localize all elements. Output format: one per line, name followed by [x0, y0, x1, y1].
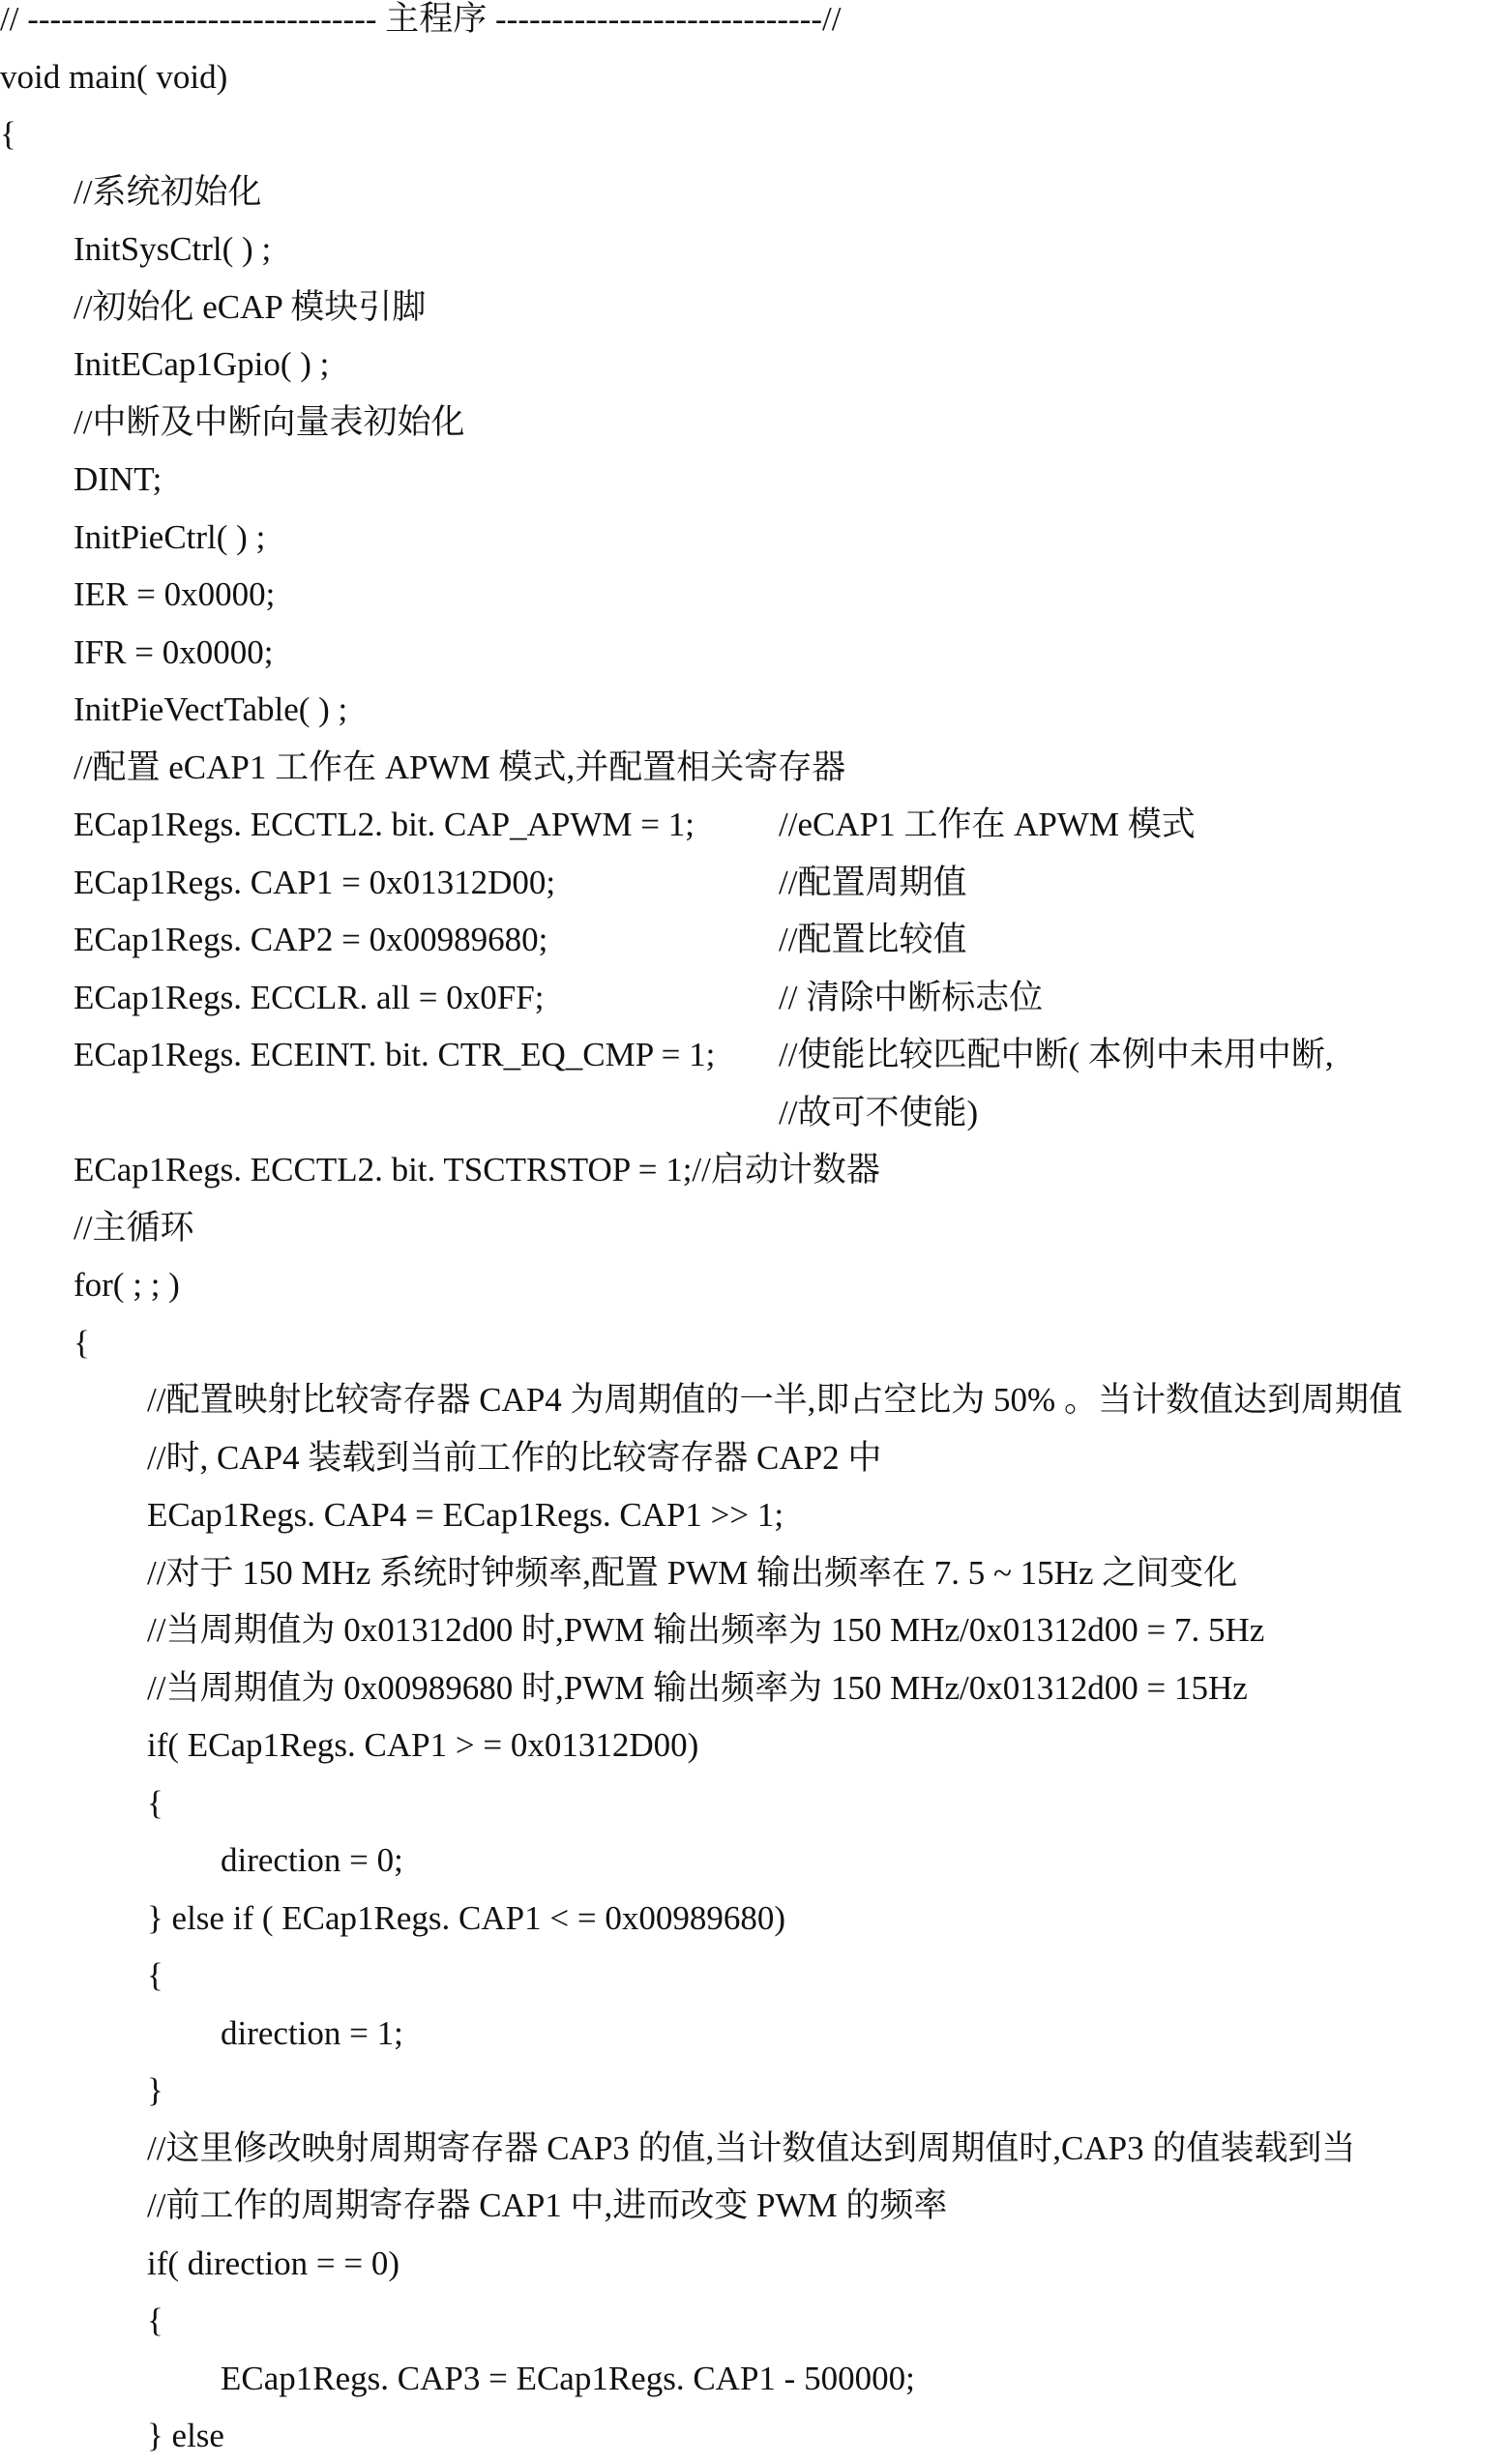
code-text: //时, CAP4 装载到当前工作的比较寄存器 CAP2 中	[147, 1438, 882, 1477]
code-text: if( direction = = 0)	[147, 2244, 400, 2282]
code-text: {	[0, 115, 16, 153]
code-text: ECap1Regs. ECEINT. bit. CTR_EQ_CMP = 1;	[74, 1036, 716, 1073]
code-text: DINT;	[74, 460, 163, 498]
code-text: ECap1Regs. CAP2 = 0x00989680;	[74, 921, 548, 958]
code-text: {	[147, 1783, 163, 1822]
code-comment: //配置比较值	[779, 921, 967, 958]
code-text: //初始化 eCAP 模块引脚	[74, 287, 427, 326]
code-comment: //使能比较匹配中断( 本例中未用中断,	[779, 1036, 1334, 1073]
code-text: } else if ( ECap1Regs. CAP1 < = 0x00989680)	[147, 1898, 785, 1937]
code-text: ECap1Regs. ECCTL2. bit. TSCTRSTOP = 1;//启动计数器	[74, 1151, 880, 1188]
code-text: //对于 150 MHz 系统时钟频率,配置 PWM 输出频率在 7. 5 ~ 15Hz 之间变化	[147, 1553, 1238, 1592]
code-text: ECap1Regs. CAP4 = ECap1Regs. CAP1 >> 1;	[147, 1496, 784, 1534]
code-comment: //故可不使能)	[779, 1093, 979, 1131]
code-text: direction = 0;	[221, 1841, 403, 1879]
code-text: direction = 1;	[221, 2013, 403, 2052]
code-text: //配置 eCAP1 工作在 APWM 模式,并配置相关寄存器	[74, 748, 846, 786]
code-text: } else	[147, 2417, 224, 2454]
code-text: InitPieVectTable( ) ;	[74, 690, 348, 728]
code-text: void main( void)	[0, 57, 228, 96]
code-text: IER = 0x0000;	[74, 575, 276, 613]
code-text: {	[147, 2302, 163, 2339]
code-text: //当周期值为 0x00989680 时,PWM 输出频率为 150 MHz/0x01312d00 = 15Hz	[147, 1668, 1248, 1707]
code-text: // ------------------------------- 主程序 -----------------------------//	[0, 0, 842, 38]
code-comment: //eCAP1 工作在 APWM 模式	[779, 806, 1196, 843]
code-text: {	[74, 1323, 90, 1362]
code-text: //前工作的周期寄存器 CAP1 中,进而改变 PWM 的频率	[147, 2186, 948, 2224]
code-text: {	[147, 1956, 163, 1994]
code-text: //当周期值为 0x01312d00 时,PWM 输出频率为 150 MHz/0x01312d00 = 7. 5Hz	[147, 1611, 1265, 1649]
code-text: //中断及中断向量表初始化	[74, 402, 465, 441]
code-text: ECap1Regs. ECCTL2. bit. CAP_APWM = 1;	[74, 806, 695, 843]
code-text: //主循环	[74, 1208, 194, 1247]
code-text: //这里修改映射周期寄存器 CAP3 的值,当计数值达到周期值时,CAP3 的值装载到当	[147, 2128, 1356, 2167]
code-text: InitPieCtrl( ) ;	[74, 517, 266, 556]
code-text: ECap1Regs. ECCLR. all = 0x0FF;	[74, 978, 545, 1016]
code-text: for( ; ; )	[74, 1266, 180, 1304]
code-text: InitSysCtrl( ) ;	[74, 230, 272, 268]
code-text: ECap1Regs. CAP1 = 0x01312D00;	[74, 863, 556, 901]
code-text: //系统初始化	[74, 172, 262, 211]
code-text: ECap1Regs. CAP3 = ECap1Regs. CAP1 - 500000;	[221, 2359, 915, 2397]
code-comment: // 清除中断标志位	[779, 978, 1044, 1016]
code-text: }	[147, 2071, 163, 2109]
code-text: //配置映射比较寄存器 CAP4 为周期值的一半,即占空比为 50% 。当计数值达到周期值	[147, 1381, 1403, 1419]
code-comment: //配置周期值	[779, 863, 967, 901]
code-text: InitECap1Gpio( ) ;	[74, 345, 330, 383]
code-text: if( ECap1Regs. CAP1 > = 0x01312D00)	[147, 1726, 699, 1764]
code-text: IFR = 0x0000;	[74, 632, 274, 671]
